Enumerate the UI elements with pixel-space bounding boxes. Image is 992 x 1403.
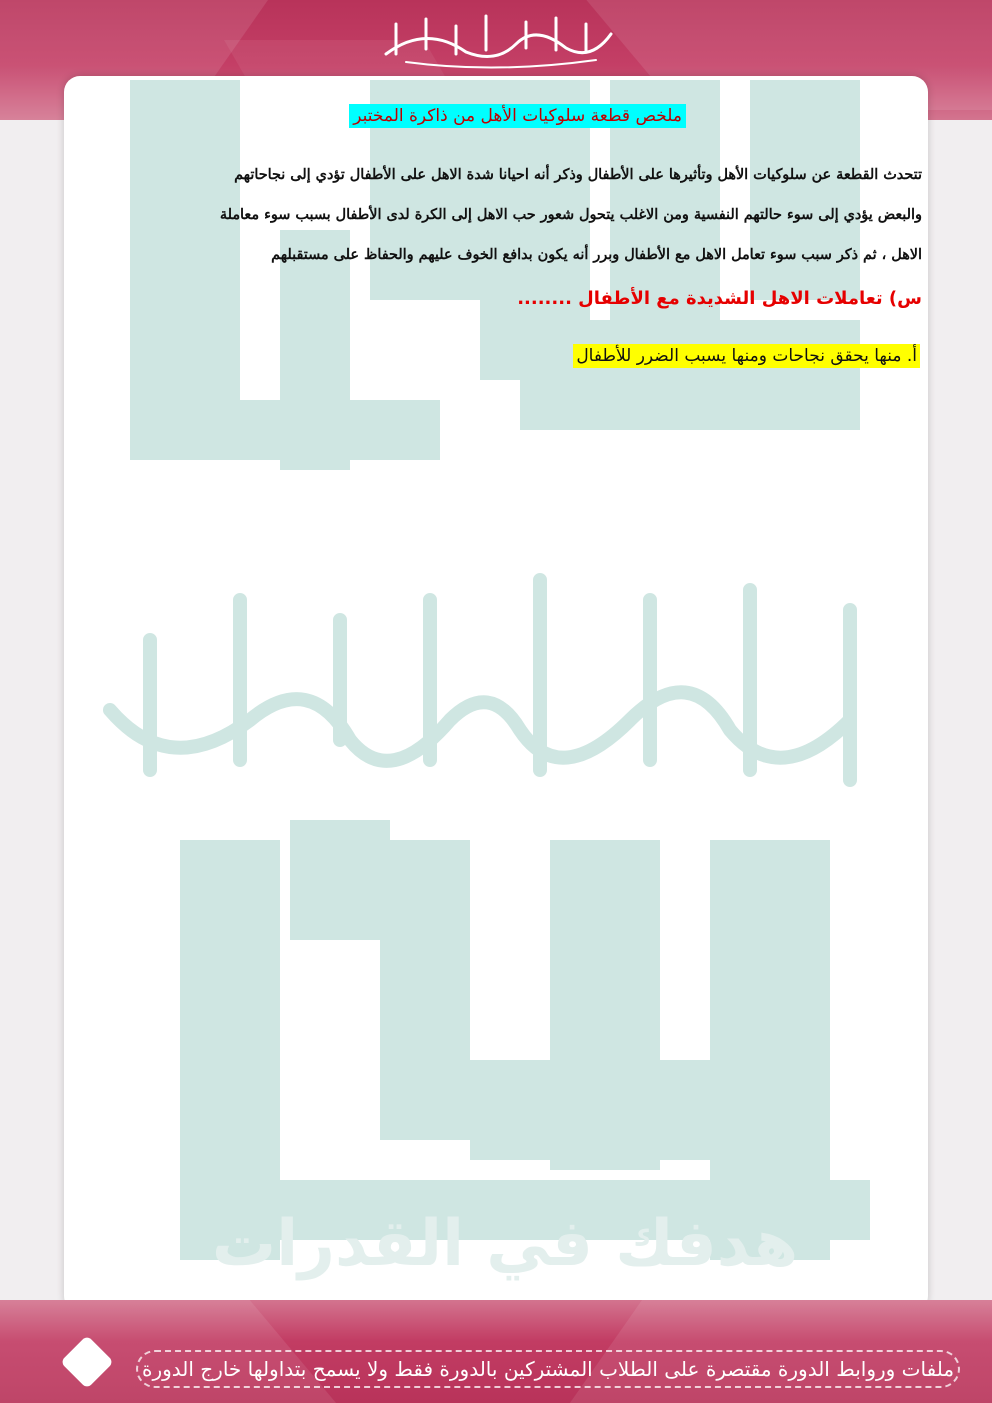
footer-note: ملفات وروابط الدورة مقتصرة على الطلاب المشتركين بالدورة فقط ولا يسمح بتداولها خارج الدورة <box>136 1350 960 1388</box>
question-text: س) تعاملات الاهل الشديدة مع الأطفال ........ <box>517 288 922 309</box>
paragraph-line-2: والبعض يؤدي إلى سوء حالتهم النفسية ومن الاغلب يتحول شعور حب الاهل إلى الكرة لدى الأطفال بسبب سوء معاملة <box>219 206 922 223</box>
answer-text: أ. منها يحقق نجاحات ومنها يسبب الضرر للأطفال <box>573 344 920 368</box>
watermark-slogan: هدفك في القدرات <box>211 1207 799 1281</box>
paragraph-line-1: تتحدث القطعة عن سلوكيات الأهل وتأثيرها على الأطفال وذكر أنه احيانا شدة الاهل على الأطفال تؤدي إلى نجاحاتهم <box>234 166 922 183</box>
paragraph-line-3: الاهل ، ثم ذكر سبب سوء تعامل الاهل مع الأطفال وبرر أنه يكون بدافع الخوف عليهم والحفاظ على مستقبلهم <box>271 246 922 263</box>
document-title: ملخص قطعة سلوكيات الأهل من ذاكرة المختبر <box>349 104 686 128</box>
